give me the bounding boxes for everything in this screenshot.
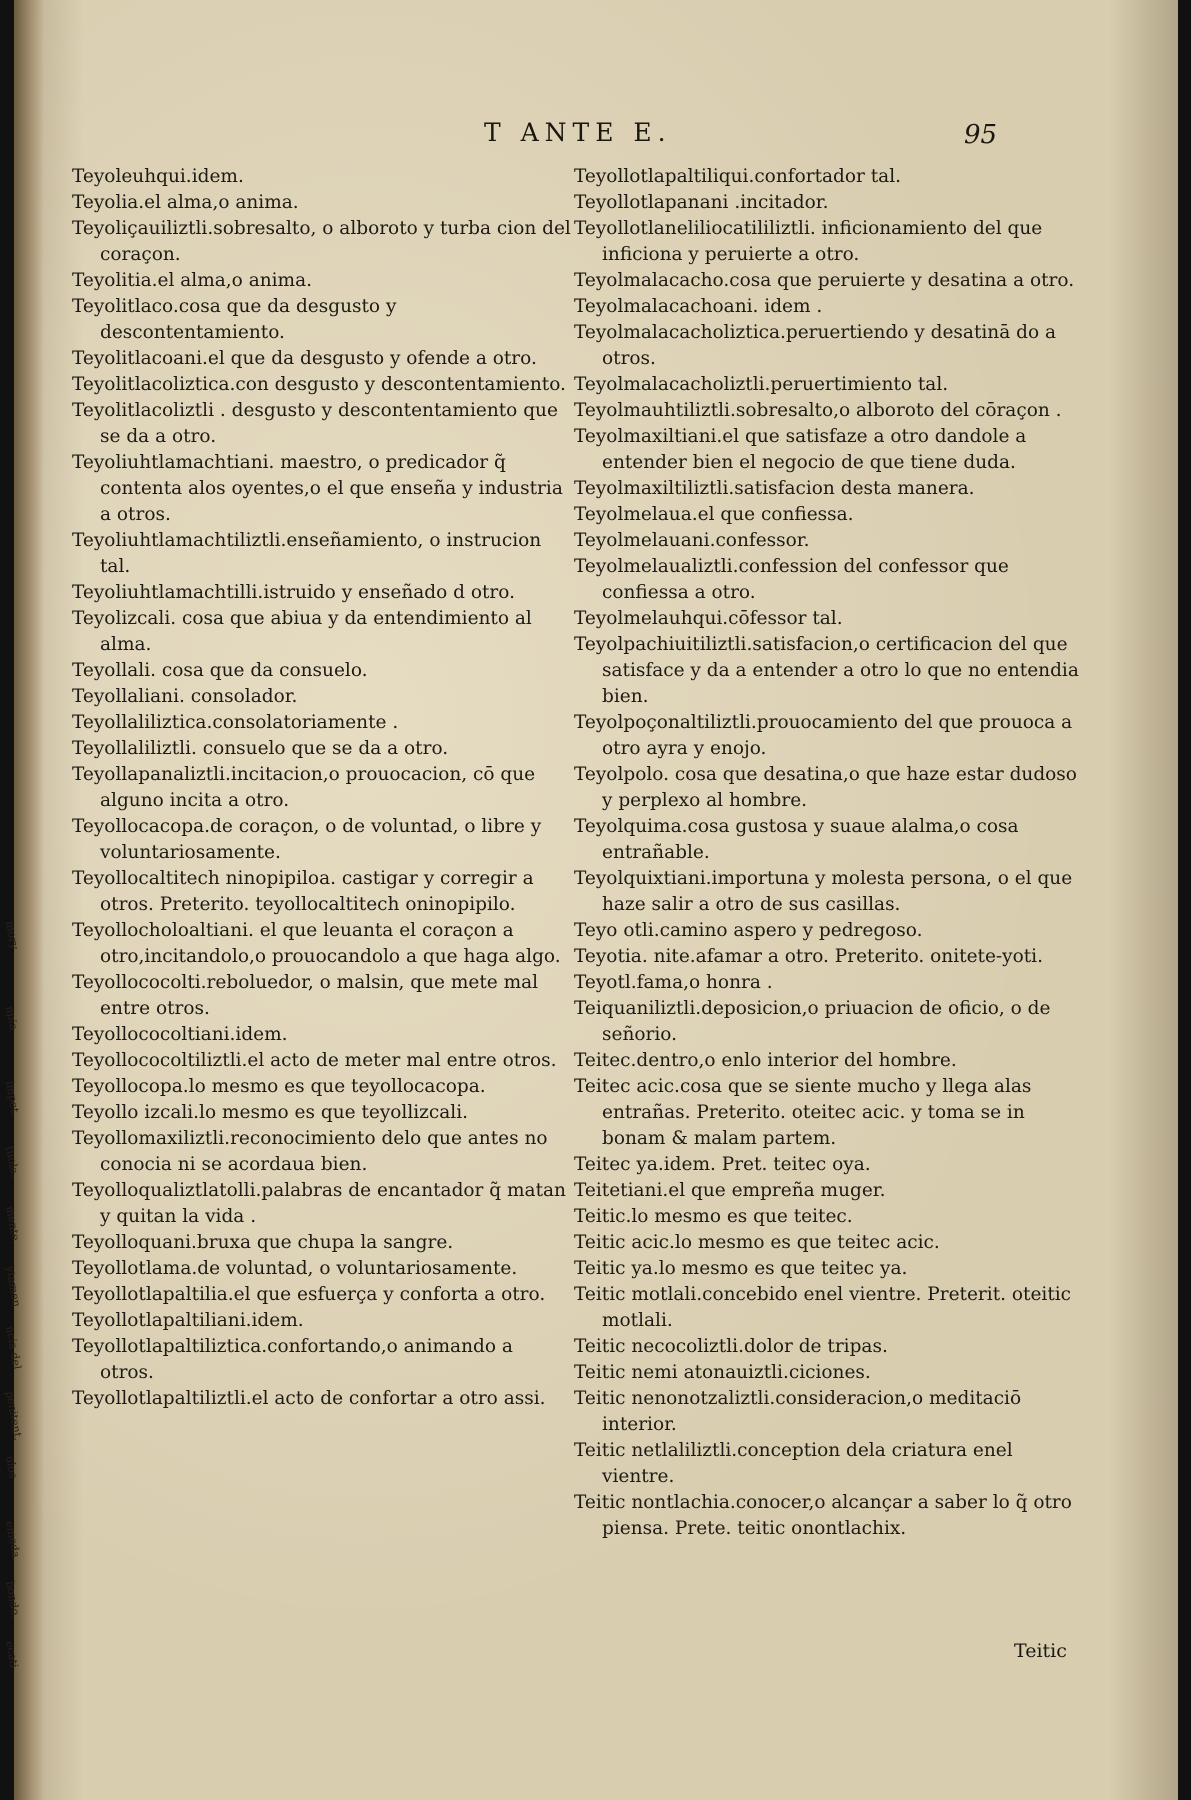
dictionary-entry: Teyolmelauani.confessor.	[574, 530, 810, 551]
dictionary-entry: Teyolmalacacholiztli.peruertimiento tal.	[574, 374, 949, 395]
dictionary-entry: Teyollococoltiliztli.el acto de meter mal entre otros.	[72, 1050, 557, 1071]
dictionary-entry: Teyollocaltitech ninopipiloa. castigar y corregir a otros. Preterito. teyollocaltitech oninopipilo.	[72, 868, 534, 915]
gutter-fragment: penitent.	[3, 1390, 25, 1442]
gutter-fragment: olos	[3, 1455, 20, 1480]
dictionary-entry: Teitec acic.cosa que se siente mucho y llega alas entrañas. Preterito. oteitec acic. y toma se in bonam & malam partem.	[574, 1076, 1032, 1149]
dictionary-entry: Teitic.lo mesmo es que teitec.	[574, 1206, 853, 1227]
book-page	[3, 0, 1178, 1800]
dictionary-entry: Teitic acic.lo mesmo es que teitec acic.	[574, 1232, 940, 1253]
dictionary-entry: Teyolia.el alma,o anima.	[72, 192, 299, 213]
dictionary-entry: Teyollo izcali.lo mesmo es que teyollizcali.	[72, 1102, 469, 1123]
dictionary-entry: Teyollocacopa.de coraçon, o de voluntad, o libre y voluntariosamente.	[72, 816, 542, 863]
dictionary-entry: Teitic necocoliztli.dolor de tripas.	[574, 1336, 888, 1357]
dictionary-entry: Teitec.dentro,o enlo interior del hombre.	[574, 1050, 957, 1071]
dictionary-entry: Teyoleuhqui.idem.	[72, 166, 244, 187]
dictionary-entry: Teitic netlaliliztli.conception dela criatura enel vientre.	[574, 1440, 1013, 1487]
dictionary-entry: Teyotl.fama,o honra .	[574, 972, 773, 993]
gutter-fragment: bondo.	[3, 1580, 23, 1620]
dictionary-entry: Teyollotlapanani .incitador.	[574, 192, 829, 213]
dictionary-entry: Teitetiani.el que empreña muger.	[574, 1180, 886, 1201]
dictionary-entry: Teyolmaxiltiliztli.satisfacion desta manera.	[574, 478, 975, 499]
dictionary-entry: Teyollotlama.de voluntad, o voluntariosamente.	[72, 1258, 518, 1279]
dictionary-entry: Teitec ya.idem. Pret. teitec oya.	[574, 1154, 871, 1175]
dictionary-entry: Teyolmauhtiliztli.sobresalto,o alboroto del cōraçon .	[574, 400, 1062, 421]
dictionary-entry: Teyollotlapaltiliztica.confortando,o animando a otros.	[72, 1336, 513, 1383]
dictionary-entry: Teyoliuhtlamachtilli.istruido y enseñado d otro.	[72, 582, 515, 603]
facing-page-fragments	[3, 0, 44, 1800]
dictionary-entry: Teyollaliliztica.consolatoriamente .	[72, 712, 399, 733]
dictionary-entry: Teyollomaxiliztli.reconocimiento delo que antes no conocia ni se acordaua bien.	[72, 1128, 548, 1175]
dictionary-entry: Teyollali. cosa que da consuelo.	[72, 660, 368, 681]
dictionary-entry: Teyolitlacoliztica.con desgusto y descontentamiento.	[72, 374, 566, 395]
facing-page-gutter	[3, 0, 44, 1800]
dictionary-entry: Teyolitlacoani.el que da desgusto y ofende a otro.	[72, 348, 537, 369]
dictionary-entry: Teyolquima.cosa gustosa y suaue alalma,o cosa entrañable.	[574, 816, 1019, 863]
dictionary-entry: Teyolquixtiani.importuna y molesta persona, o el que haze salir a otro de sus casillas.	[574, 868, 1073, 915]
dictionary-entry: Teyolitlaco.cosa que da desgusto y descontentamiento.	[72, 296, 397, 343]
dictionary-entry: Teitic nontlachia.conocer,o alcançar a saber lo q̃ otro piensa. Prete. teitic onontlachix.	[574, 1492, 1072, 1539]
dictionary-entry: Teyolmelaualiztli.confession del confessor que confiessa a otro.	[574, 556, 1009, 603]
dictionary-entry: Teyolmalacacho.cosa que peruierte y desatina a otro.	[574, 270, 1075, 291]
gutter-fragment: npia	[3, 1005, 21, 1032]
gutter-fragment: mory	[3, 920, 21, 951]
gutter-fragment: ecati	[3, 1640, 21, 1670]
dictionary-entry: Teyolpoçonaltiliztli.prouocamiento del que prouoca a otro ayra y enojo.	[574, 712, 1073, 759]
dictionary-entry: Teitic nenonotzaliztli.consideracion,o meditaciō interior.	[574, 1388, 1022, 1435]
dictionary-entry: Teyolmalacacholiztica.peruertiendo y desatinā do a otros.	[574, 322, 1057, 369]
dictionary-entry: Teyotia. nite.afamar a otro. Preterito. onitete-yoti.	[574, 946, 1043, 967]
gutter-fragment: mente.	[3, 1205, 23, 1246]
dictionary-entry: Teyolmelaua.el que confiessa.	[574, 504, 854, 525]
running-header	[14, 118, 1178, 158]
dictionary-entry: Teyoliçauiliztli.sobresalto, o alboroto y turba cion del coraçon.	[72, 218, 571, 265]
dictionary-entry: Teyollococoltiani.idem.	[72, 1024, 288, 1045]
dictionary-entry: Teyoliuhtlamachtiliztli.enseñamiento, o instrucion tal.	[72, 530, 542, 577]
dictionary-entry: Teyo otli.camino aspero y pedregoso.	[574, 920, 923, 941]
dictionary-entry: Teyolmelauhqui.cōfessor tal.	[574, 608, 843, 629]
dictionary-entry: Teyollotlaneliliocatililiztli. inficionamiento del que inficiona y peruierte a otro.	[574, 218, 1043, 265]
dictionary-entry: Teyollapanaliztli.incitacion,o prouocacion, cō que alguno incita a otro.	[72, 764, 536, 811]
dictionary-entry: Teyollotlapaltiliztli.el acto de confortar a otro assi.	[72, 1388, 546, 1409]
dictionary-entry: Teitic nemi atonauiztli.ciciones.	[574, 1362, 871, 1383]
dictionary-entry: Teyolpolo. cosa que desatina,o que haze estar dudoso y perplexo al hombre.	[574, 764, 1077, 811]
dictionary-entry: Teyolizcali. cosa que abiua y da entendimiento al alma.	[72, 608, 532, 655]
dictionary-entry: Teyollotlapaltilia.el que esfuerça y conforta a otro.	[72, 1284, 546, 1305]
dictionary-entry: Teyollotlapaltiliani.idem.	[72, 1310, 304, 1331]
left-column	[72, 164, 572, 1412]
dictionary-entry: Teyoliuhtlamachtiani. maestro, o predicador q̃ contenta alos oyentes,o el que enseña y industria a otros.	[72, 452, 563, 525]
dictionary-entry: Teyollocopa.lo mesmo es que teyollocacopa.	[72, 1076, 486, 1097]
dictionary-entry: Teyollococolti.reboluedor, o malsin, que mete mal entre otros.	[72, 972, 539, 1019]
gutter-fragment: emeda.	[3, 1520, 24, 1563]
dictionary-entry: Teyollaliliztli. consuelo que se da a otro.	[72, 738, 449, 759]
dictionary-entry: Teitic motlali.concebido enel vientre. Preterit. oteitic motlali.	[574, 1284, 1072, 1331]
dictionary-entry: Teyolpachiuitiliztli.satisfacion,o certificacion del que satisface y da a entender a otro lo que no entendia bien.	[574, 634, 1079, 707]
dictionary-entry: Teyolmalacachoani. idem .	[574, 296, 823, 317]
dictionary-entry: Teyolitlacoliztli . desgusto y descontentamiento que se da a otro.	[72, 400, 558, 447]
dictionary-entry: Teyolloquani.bruxa que chupa la sangre.	[72, 1232, 454, 1253]
dictionary-entry: Teyolitia.el alma,o anima.	[72, 270, 313, 291]
dictionary-entry: Teyolloqualiztlatolli.palabras de encantador q̃ matan y quitan la vida .	[72, 1180, 566, 1227]
dictionary-entry: Teitic ya.lo mesmo es que teitec ya.	[574, 1258, 908, 1279]
gutter-fragment: ncia del	[3, 1325, 24, 1371]
dictionary-entry: Teiquaniliztli.deposicion,o priuacion de oficio, o de señorio.	[574, 998, 1051, 1045]
dictionary-entry: Teyollocholoaltiani. el que leuanta el coraçon a otro,incitandolo,o prouocandolo a que haga algo.	[72, 920, 561, 967]
dictionary-entry: Teyollaliani. consolador.	[72, 686, 298, 707]
right-column	[574, 164, 1084, 1542]
catchword: Teitic	[1014, 1640, 1067, 1662]
dictionary-entry: Teyollotlapaltiliqui.confortador tal.	[574, 166, 901, 187]
gutter-fragment: ytamen	[3, 1265, 24, 1308]
gutter-fragment: tuola.	[3, 1145, 22, 1179]
page-title: T ANTE E.	[484, 118, 672, 147]
page-number: 95	[964, 120, 998, 150]
gutter-fragment: impet.	[3, 1080, 23, 1118]
dictionary-entry: Teyolmaxiltiani.el que satisfaze a otro dandole a entender bien el negocio de que tiene duda.	[574, 426, 1027, 473]
